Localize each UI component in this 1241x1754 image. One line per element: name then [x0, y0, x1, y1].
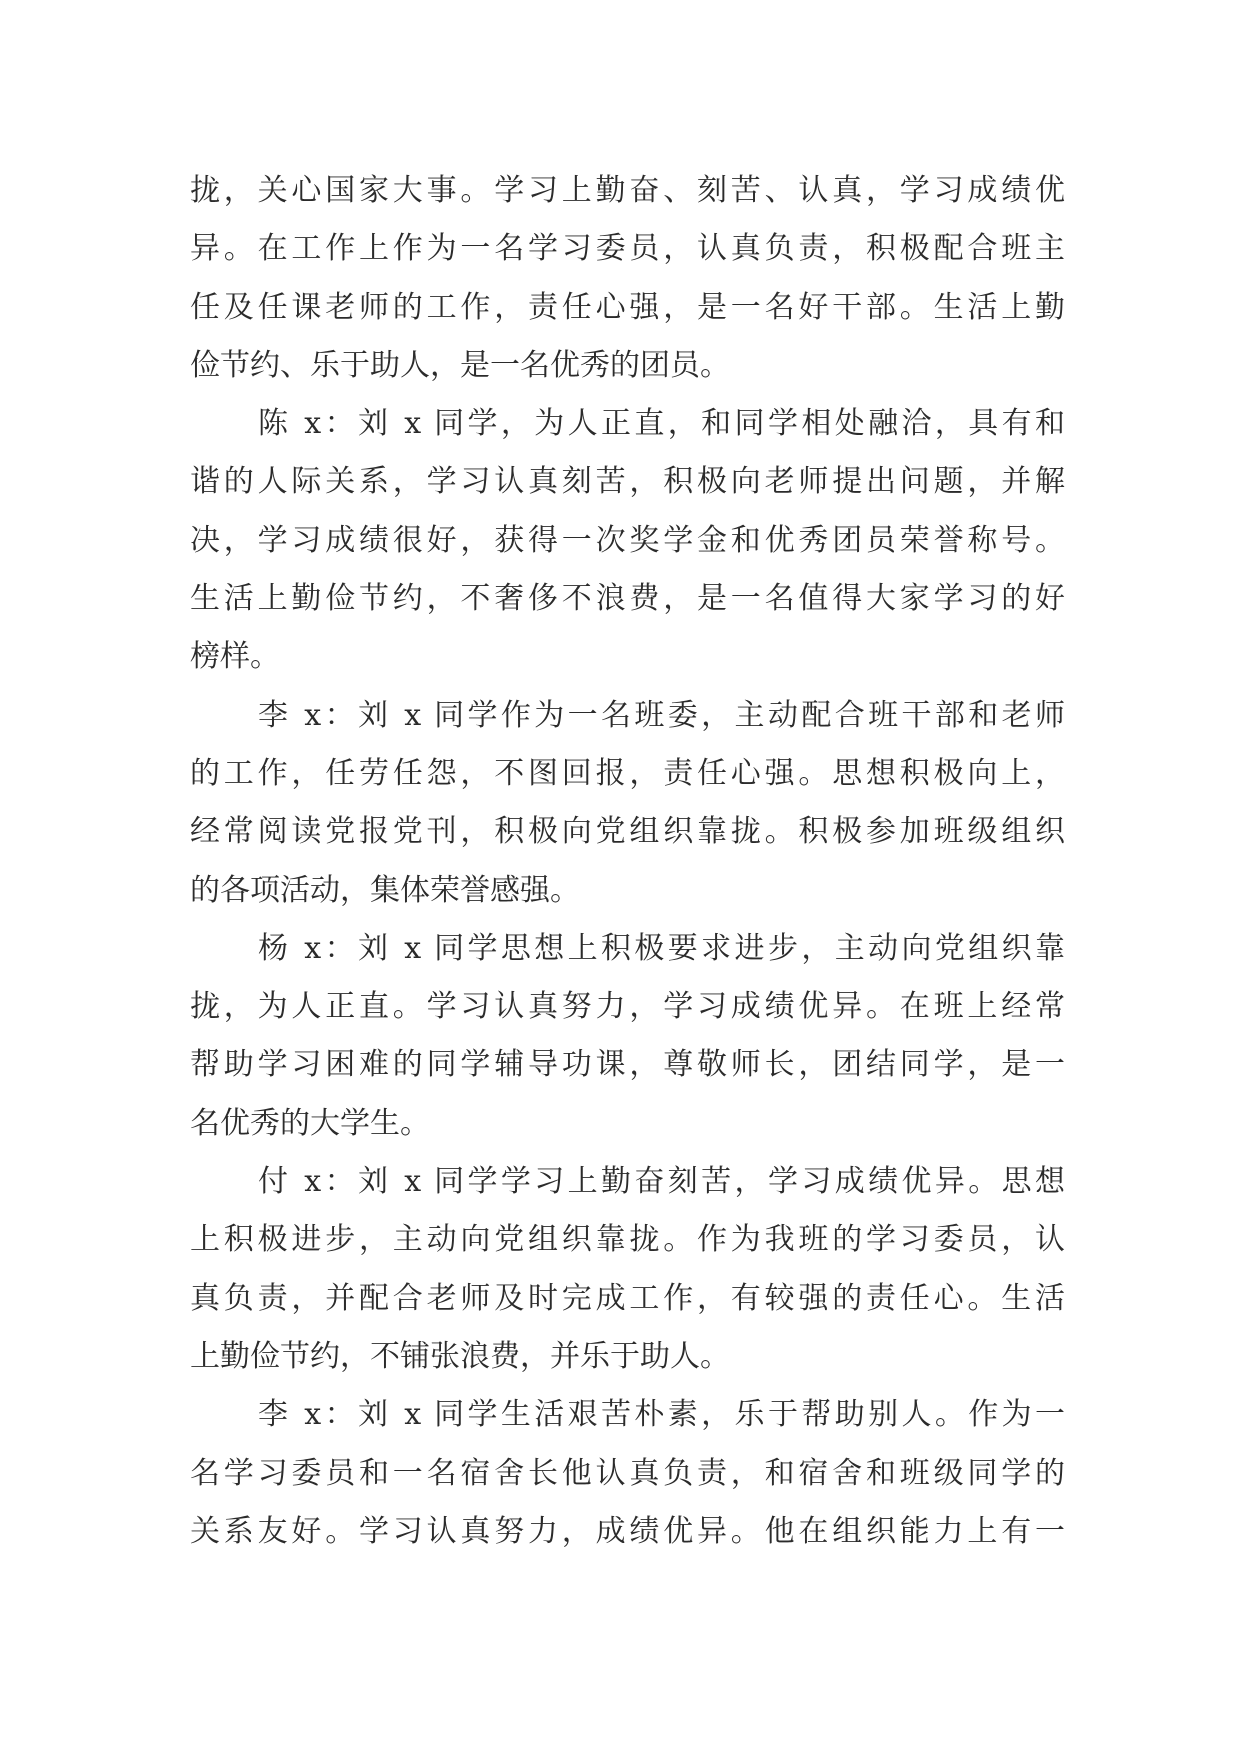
text-line: 榜样。	[190, 639, 280, 675]
text-line: 上积极进步，主动向党组织靠拢。作为我班的学习委员，认	[190, 1222, 1065, 1258]
text-line: 付 x：刘 x 同学学习上勤奋刻苦，学习成绩优异。思想	[258, 1164, 1065, 1200]
document-body	[190, 162, 1065, 1561]
text-line: 任及任课老师的工作，责任心强，是一名好干部。生活上勤	[190, 289, 1065, 325]
text-line: 异。在工作上作为一名学习委员，认真负责，积极配合班主	[190, 231, 1065, 267]
text-line: 拢，关心国家大事。学习上勤奋、刻苦、认真，学习成绩优	[190, 173, 1065, 208]
text-line: 关系友好。学习认真努力，成绩优异。他在组织能力上有一	[190, 1513, 1065, 1549]
text-line: 生活上勤俭节约，不奢侈不浪费，是一名值得大家学习的好	[190, 581, 1065, 617]
text-line: 杨 x：刘 x 同学思想上积极要求进步，主动向党组织靠	[258, 930, 1065, 966]
text-line: 名优秀的大学生。	[190, 1105, 430, 1141]
text-line: 决，学习成绩很好，获得一次奖学金和优秀团员荣誉称号。	[190, 522, 1065, 558]
text-line: 谐的人际关系，学习认真刻苦，积极向老师提出问题，并解	[190, 464, 1065, 500]
text-line: 李 x：刘 x 同学作为一名班委，主动配合班干部和老师	[258, 697, 1065, 733]
text-line: 李 x：刘 x 同学生活艰苦朴素，乐于帮助别人。作为一	[258, 1397, 1065, 1433]
text-line: 陈 x：刘 x 同学，为人正直，和同学相处融洽，具有和	[258, 406, 1065, 442]
text-line: 帮助学习困难的同学辅导功课，尊敬师长，团结同学，是一	[190, 1047, 1065, 1083]
text-line: 上勤俭节约，不铺张浪费，并乐于助人。	[190, 1338, 730, 1374]
text-line: 俭节约、乐于助人，是一名优秀的团员。	[190, 347, 730, 383]
text-line: 经常阅读党报党刊，积极向党组织靠拢。积极参加班级组织	[190, 814, 1065, 850]
text-line: 真负责，并配合老师及时完成工作，有较强的责任心。生活	[190, 1280, 1065, 1316]
text-line: 名学习委员和一名宿舍长他认真负责，和宿舍和班级同学的	[190, 1455, 1065, 1491]
text-line: 拢，为人正直。学习认真努力，学习成绩优异。在班上经常	[190, 989, 1065, 1025]
text-line: 的各项活动，集体荣誉感强。	[190, 872, 580, 908]
text-line: 的工作，任劳任怨，不图回报，责任心强。思想积极向上，	[190, 755, 1065, 791]
